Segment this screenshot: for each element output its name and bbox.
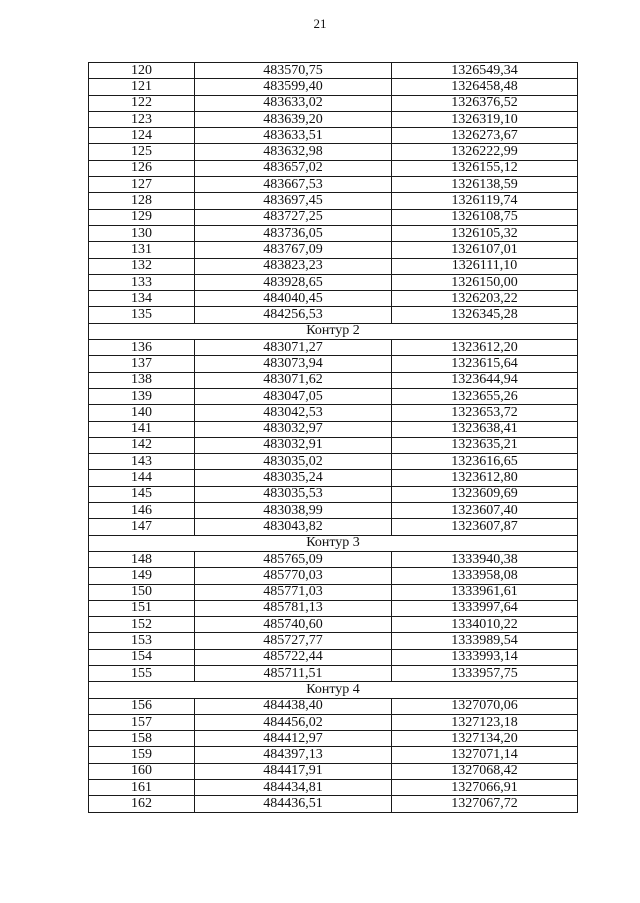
point-number-cell: 146 bbox=[89, 503, 195, 519]
point-number-cell: 124 bbox=[89, 128, 195, 144]
x-coordinate-cell: 483035,53 bbox=[195, 486, 392, 502]
y-coordinate-cell: 1326105,32 bbox=[392, 225, 578, 241]
table-row bbox=[89, 763, 578, 779]
contour-label: Контур 2 bbox=[89, 323, 578, 339]
point-number-cell: 141 bbox=[89, 421, 195, 437]
table-row bbox=[89, 470, 578, 486]
x-coordinate-cell: 483035,24 bbox=[195, 470, 392, 486]
y-coordinate-cell: 1333940,38 bbox=[392, 551, 578, 567]
y-coordinate-cell: 1326222,99 bbox=[392, 144, 578, 160]
table-row bbox=[89, 388, 578, 404]
point-number-cell: 142 bbox=[89, 437, 195, 453]
x-coordinate-cell: 483071,62 bbox=[195, 372, 392, 388]
y-coordinate-cell: 1326345,28 bbox=[392, 307, 578, 323]
point-number-cell: 131 bbox=[89, 242, 195, 258]
x-coordinate-cell: 483047,05 bbox=[195, 388, 392, 404]
x-coordinate-cell: 485781,13 bbox=[195, 600, 392, 616]
table-row bbox=[89, 665, 578, 681]
x-coordinate-cell: 483570,75 bbox=[195, 63, 392, 79]
y-coordinate-cell: 1333957,75 bbox=[392, 665, 578, 681]
x-coordinate-cell: 485722,44 bbox=[195, 649, 392, 665]
point-number-cell: 150 bbox=[89, 584, 195, 600]
x-coordinate-cell: 483599,40 bbox=[195, 79, 392, 95]
contour-label: Контур 3 bbox=[89, 535, 578, 551]
x-coordinate-cell: 483042,53 bbox=[195, 405, 392, 421]
point-number-cell: 155 bbox=[89, 665, 195, 681]
x-coordinate-cell: 485727,77 bbox=[195, 633, 392, 649]
point-number-cell: 129 bbox=[89, 209, 195, 225]
point-number-cell: 122 bbox=[89, 95, 195, 111]
contour-header-row bbox=[89, 682, 578, 698]
point-number-cell: 125 bbox=[89, 144, 195, 160]
point-number-cell: 130 bbox=[89, 225, 195, 241]
point-number-cell: 152 bbox=[89, 617, 195, 633]
point-number-cell: 143 bbox=[89, 454, 195, 470]
x-coordinate-cell: 485765,09 bbox=[195, 551, 392, 567]
contour-header-row bbox=[89, 323, 578, 339]
table-row bbox=[89, 128, 578, 144]
x-coordinate-cell: 483736,05 bbox=[195, 225, 392, 241]
point-number-cell: 137 bbox=[89, 356, 195, 372]
page-number: 21 bbox=[313, 16, 327, 31]
table-row bbox=[89, 633, 578, 649]
y-coordinate-cell: 1323609,69 bbox=[392, 486, 578, 502]
y-coordinate-cell: 1327067,72 bbox=[392, 796, 578, 812]
y-coordinate-cell: 1326107,01 bbox=[392, 242, 578, 258]
x-coordinate-cell: 483032,97 bbox=[195, 421, 392, 437]
point-number-cell: 138 bbox=[89, 372, 195, 388]
x-coordinate-cell: 483032,91 bbox=[195, 437, 392, 453]
table-row bbox=[89, 551, 578, 567]
y-coordinate-cell: 1326155,12 bbox=[392, 160, 578, 176]
y-coordinate-cell: 1323655,26 bbox=[392, 388, 578, 404]
table-row bbox=[89, 796, 578, 812]
coordinates-table bbox=[88, 62, 578, 813]
y-coordinate-cell: 1333993,14 bbox=[392, 649, 578, 665]
point-number-cell: 145 bbox=[89, 486, 195, 502]
point-number-cell: 128 bbox=[89, 193, 195, 209]
table-row bbox=[89, 600, 578, 616]
y-coordinate-cell: 1326319,10 bbox=[392, 111, 578, 127]
point-number-cell: 162 bbox=[89, 796, 195, 812]
x-coordinate-cell: 483043,82 bbox=[195, 519, 392, 535]
table-row bbox=[89, 617, 578, 633]
x-coordinate-cell: 483035,02 bbox=[195, 454, 392, 470]
x-coordinate-cell: 484040,45 bbox=[195, 291, 392, 307]
point-number-cell: 133 bbox=[89, 274, 195, 290]
y-coordinate-cell: 1326203,22 bbox=[392, 291, 578, 307]
coordinates-table-body bbox=[89, 63, 578, 813]
point-number-cell: 121 bbox=[89, 79, 195, 95]
table-row bbox=[89, 79, 578, 95]
point-number-cell: 123 bbox=[89, 111, 195, 127]
point-number-cell: 134 bbox=[89, 291, 195, 307]
point-number-cell: 147 bbox=[89, 519, 195, 535]
table-row bbox=[89, 649, 578, 665]
x-coordinate-cell: 483767,09 bbox=[195, 242, 392, 258]
point-number-cell: 149 bbox=[89, 568, 195, 584]
x-coordinate-cell: 483633,51 bbox=[195, 128, 392, 144]
x-coordinate-cell: 484256,53 bbox=[195, 307, 392, 323]
table-row bbox=[89, 372, 578, 388]
table-row bbox=[89, 307, 578, 323]
table-row bbox=[89, 209, 578, 225]
table-row bbox=[89, 731, 578, 747]
x-coordinate-cell: 483633,02 bbox=[195, 95, 392, 111]
contour-label: Контур 4 bbox=[89, 682, 578, 698]
x-coordinate-cell: 483657,02 bbox=[195, 160, 392, 176]
point-number-cell: 159 bbox=[89, 747, 195, 763]
x-coordinate-cell: 485740,60 bbox=[195, 617, 392, 633]
y-coordinate-cell: 1326119,74 bbox=[392, 193, 578, 209]
table-row bbox=[89, 160, 578, 176]
point-number-cell: 135 bbox=[89, 307, 195, 323]
y-coordinate-cell: 1323653,72 bbox=[392, 405, 578, 421]
x-coordinate-cell: 485770,03 bbox=[195, 568, 392, 584]
table-row bbox=[89, 340, 578, 356]
y-coordinate-cell: 1323612,20 bbox=[392, 340, 578, 356]
table-row bbox=[89, 714, 578, 730]
x-coordinate-cell: 485711,51 bbox=[195, 665, 392, 681]
x-coordinate-cell: 483639,20 bbox=[195, 111, 392, 127]
point-number-cell: 140 bbox=[89, 405, 195, 421]
x-coordinate-cell: 484397,13 bbox=[195, 747, 392, 763]
x-coordinate-cell: 483071,27 bbox=[195, 340, 392, 356]
y-coordinate-cell: 1326458,48 bbox=[392, 79, 578, 95]
table-row bbox=[89, 486, 578, 502]
x-coordinate-cell: 485771,03 bbox=[195, 584, 392, 600]
y-coordinate-cell: 1323612,80 bbox=[392, 470, 578, 486]
x-coordinate-cell: 483727,25 bbox=[195, 209, 392, 225]
table-row bbox=[89, 356, 578, 372]
table-row bbox=[89, 568, 578, 584]
x-coordinate-cell: 483823,23 bbox=[195, 258, 392, 274]
table-row bbox=[89, 503, 578, 519]
y-coordinate-cell: 1323616,65 bbox=[392, 454, 578, 470]
x-coordinate-cell: 484436,51 bbox=[195, 796, 392, 812]
point-number-cell: 151 bbox=[89, 600, 195, 616]
x-coordinate-cell: 483928,65 bbox=[195, 274, 392, 290]
table-row bbox=[89, 225, 578, 241]
y-coordinate-cell: 1326138,59 bbox=[392, 177, 578, 193]
y-coordinate-cell: 1327123,18 bbox=[392, 714, 578, 730]
x-coordinate-cell: 483697,45 bbox=[195, 193, 392, 209]
y-coordinate-cell: 1326376,52 bbox=[392, 95, 578, 111]
table-row bbox=[89, 177, 578, 193]
y-coordinate-cell: 1326108,75 bbox=[392, 209, 578, 225]
y-coordinate-cell: 1327068,42 bbox=[392, 763, 578, 779]
y-coordinate-cell: 1333989,54 bbox=[392, 633, 578, 649]
y-coordinate-cell: 1327134,20 bbox=[392, 731, 578, 747]
x-coordinate-cell: 484412,97 bbox=[195, 731, 392, 747]
x-coordinate-cell: 483073,94 bbox=[195, 356, 392, 372]
y-coordinate-cell: 1323615,64 bbox=[392, 356, 578, 372]
point-number-cell: 158 bbox=[89, 731, 195, 747]
point-number-cell: 148 bbox=[89, 551, 195, 567]
y-coordinate-cell: 1327066,91 bbox=[392, 780, 578, 796]
y-coordinate-cell: 1327070,06 bbox=[392, 698, 578, 714]
table-row bbox=[89, 698, 578, 714]
table-row bbox=[89, 144, 578, 160]
table-row bbox=[89, 242, 578, 258]
table-row bbox=[89, 95, 578, 111]
point-number-cell: 156 bbox=[89, 698, 195, 714]
y-coordinate-cell: 1333958,08 bbox=[392, 568, 578, 584]
x-coordinate-cell: 483632,98 bbox=[195, 144, 392, 160]
table-row bbox=[89, 405, 578, 421]
point-number-cell: 127 bbox=[89, 177, 195, 193]
y-coordinate-cell: 1326150,00 bbox=[392, 274, 578, 290]
y-coordinate-cell: 1323607,40 bbox=[392, 503, 578, 519]
point-number-cell: 136 bbox=[89, 340, 195, 356]
table-row bbox=[89, 274, 578, 290]
x-coordinate-cell: 483667,53 bbox=[195, 177, 392, 193]
table-row bbox=[89, 291, 578, 307]
x-coordinate-cell: 484434,81 bbox=[195, 780, 392, 796]
x-coordinate-cell: 484456,02 bbox=[195, 714, 392, 730]
y-coordinate-cell: 1333997,64 bbox=[392, 600, 578, 616]
x-coordinate-cell: 484438,40 bbox=[195, 698, 392, 714]
point-number-cell: 120 bbox=[89, 63, 195, 79]
table-row bbox=[89, 584, 578, 600]
point-number-cell: 144 bbox=[89, 470, 195, 486]
y-coordinate-cell: 1334010,22 bbox=[392, 617, 578, 633]
y-coordinate-cell: 1326549,34 bbox=[392, 63, 578, 79]
y-coordinate-cell: 1323607,87 bbox=[392, 519, 578, 535]
table-row bbox=[89, 780, 578, 796]
y-coordinate-cell: 1327071,14 bbox=[392, 747, 578, 763]
contour-header-row bbox=[89, 535, 578, 551]
y-coordinate-cell: 1323644,94 bbox=[392, 372, 578, 388]
point-number-cell: 161 bbox=[89, 780, 195, 796]
table-row bbox=[89, 747, 578, 763]
y-coordinate-cell: 1326273,67 bbox=[392, 128, 578, 144]
table-row bbox=[89, 63, 578, 79]
y-coordinate-cell: 1326111,10 bbox=[392, 258, 578, 274]
point-number-cell: 154 bbox=[89, 649, 195, 665]
point-number-cell: 157 bbox=[89, 714, 195, 730]
table-row bbox=[89, 454, 578, 470]
y-coordinate-cell: 1323638,41 bbox=[392, 421, 578, 437]
point-number-cell: 132 bbox=[89, 258, 195, 274]
table-row bbox=[89, 193, 578, 209]
point-number-cell: 126 bbox=[89, 160, 195, 176]
table-row bbox=[89, 519, 578, 535]
y-coordinate-cell: 1323635,21 bbox=[392, 437, 578, 453]
y-coordinate-cell: 1333961,61 bbox=[392, 584, 578, 600]
table-row bbox=[89, 111, 578, 127]
x-coordinate-cell: 484417,91 bbox=[195, 763, 392, 779]
table-row bbox=[89, 258, 578, 274]
x-coordinate-cell: 483038,99 bbox=[195, 503, 392, 519]
point-number-cell: 153 bbox=[89, 633, 195, 649]
point-number-cell: 139 bbox=[89, 388, 195, 404]
table-row bbox=[89, 421, 578, 437]
point-number-cell: 160 bbox=[89, 763, 195, 779]
table-row bbox=[89, 437, 578, 453]
